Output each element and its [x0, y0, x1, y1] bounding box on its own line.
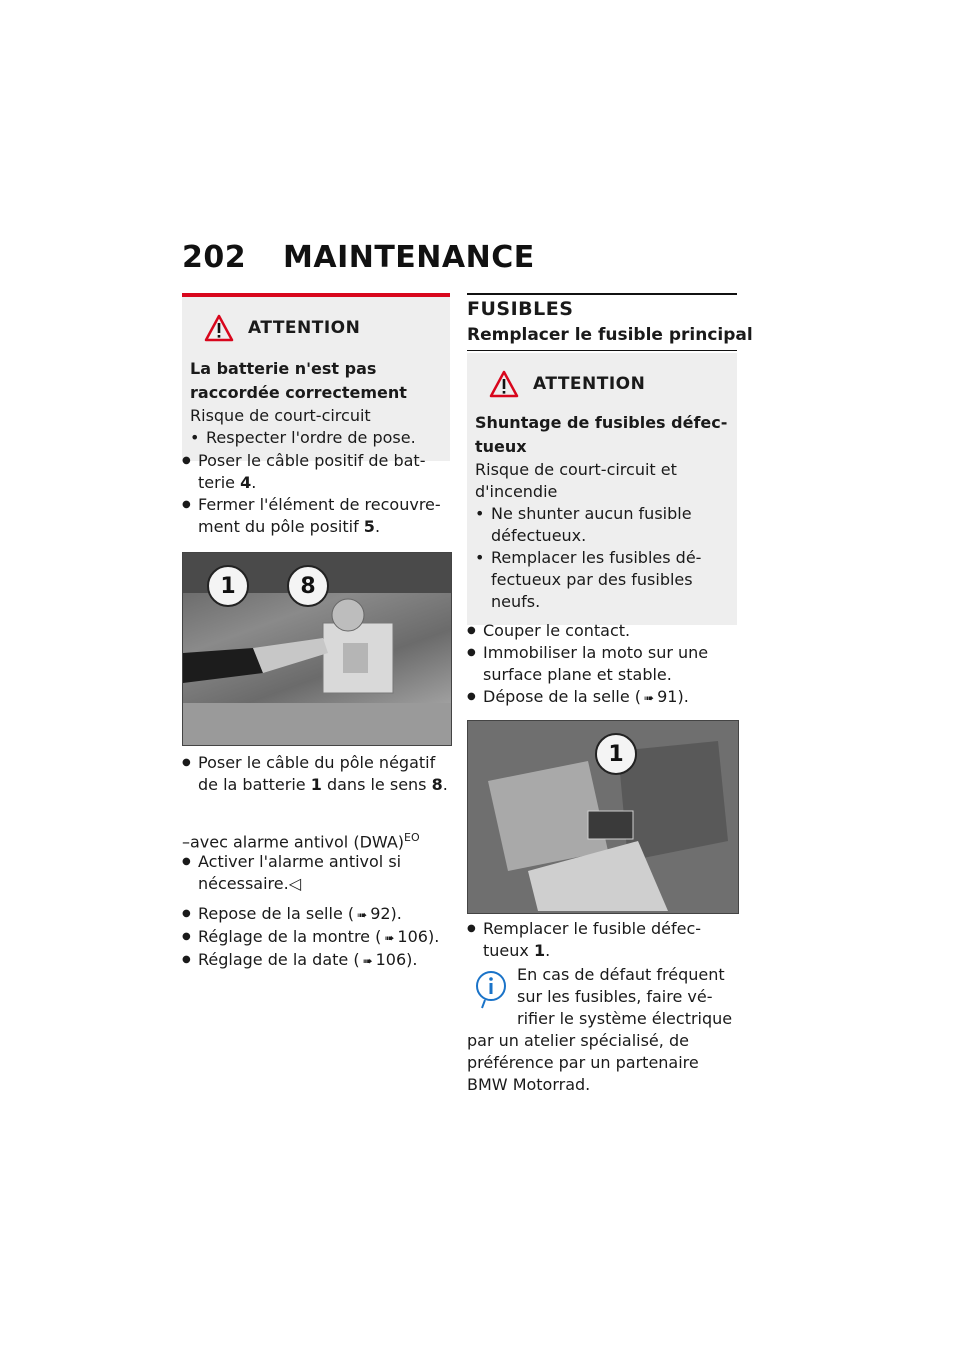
info-text: En cas de défaut fréquent sur les fusibles, faire vérifier le système électrique par un atelier spécialisé, de préférence par un partenaire BMW Motorrad.: [467, 965, 733, 1094]
warning-item: • Ne shunter aucun fusible défectueux.: [475, 503, 729, 547]
arrow-reference-icon: ➠: [644, 691, 655, 705]
subheading: Remplacer le fusible principal: [467, 325, 753, 345]
fuse-photo: [467, 720, 739, 914]
warning-item: • Remplacer les fusibles défectueux par des fusibles neufs.: [475, 547, 729, 613]
left-steps-a: [182, 450, 450, 538]
battery-photo: [182, 552, 452, 746]
step-item: ● Réglage de la date ( ➠ 106).: [182, 949, 450, 972]
left-warning-box: [182, 293, 450, 461]
right-warning-box: [467, 353, 737, 625]
option-line: –avec alarme antivol (DWA)$^{EO}$: [182, 831, 420, 852]
warning-risk: Risque de court-circuit: [190, 406, 371, 425]
info-icon: [475, 970, 507, 1010]
warning-triangle-icon: [489, 370, 519, 398]
info-note: [467, 964, 737, 1096]
warning-label: ATTENTION: [248, 318, 361, 338]
warning-risk: Risque de court-circuit et d'incendie: [475, 460, 677, 501]
warning-title: Shuntage de fusibles défectueux: [475, 413, 728, 456]
step-item: ● Repose de la selle ( ➠ 92).: [182, 903, 450, 926]
section-heading: FUSIBLES: [467, 298, 574, 320]
heading-rule: [467, 293, 737, 295]
subheading-rule: [467, 350, 737, 351]
warning-item: • Respecter l'ordre de pose.: [190, 427, 442, 449]
right-steps-b: [467, 918, 737, 962]
arrow-reference-icon: ➠: [362, 954, 373, 968]
callout-8: 8: [287, 565, 329, 607]
section-title: MAINTENANCE: [283, 240, 535, 275]
callout-1: 1: [207, 565, 249, 607]
left-steps-b: [182, 752, 450, 796]
step-item: ● Poser le câble positif de batterie 4.: [182, 450, 450, 494]
left-steps-c: [182, 851, 450, 895]
callout-1: 1: [595, 733, 637, 775]
warning-title: La batterie n'est pas raccordée correctement: [190, 359, 407, 402]
warning-triangle-icon: [204, 314, 234, 342]
step-item: ● Fermer l'élément de recouvrement du pôle positif 5.: [182, 494, 450, 538]
step-item: ● Dépose de la selle ( ➠ 91).: [467, 686, 737, 709]
arrow-reference-icon: ➠: [384, 931, 395, 945]
step-item: ● Remplacer le fusible défectueux 1.: [467, 918, 737, 962]
arrow-reference-icon: ➠: [357, 908, 368, 922]
step-item: ● Immobiliser la moto sur une surface plane et stable.: [467, 642, 737, 686]
warning-label: ATTENTION: [533, 374, 646, 394]
step-item: ● Réglage de la montre ( ➠ 106).: [182, 926, 450, 949]
left-steps-d: [182, 903, 450, 972]
step-item: ● Couper le contact.: [467, 620, 737, 642]
step-item: ● Poser le câble du pôle négatif de la batterie 1 dans le sens 8.: [182, 752, 450, 796]
right-steps-a: [467, 620, 737, 709]
page-number: 202: [182, 240, 247, 275]
step-item: ● Activer l'alarme antivol si nécessaire.◁: [182, 851, 450, 895]
